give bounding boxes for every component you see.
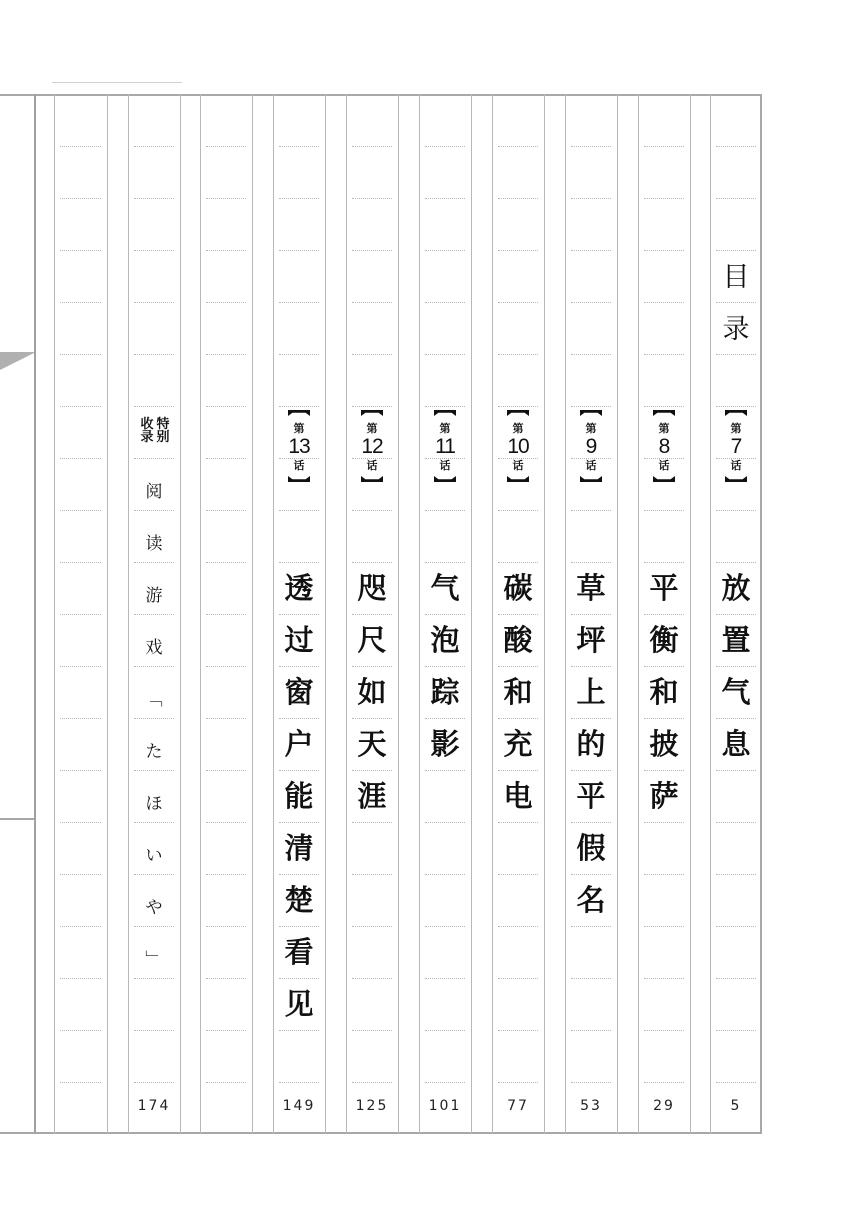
episode-marker: [419, 410, 471, 482]
bracket-open-icon: [361, 410, 383, 416]
grid-dot-row: [60, 406, 101, 407]
grid-dot-row: [206, 198, 246, 199]
grid-column-line: [252, 94, 253, 1134]
special-title-char: た: [145, 742, 163, 762]
chapter-title-char: 放: [721, 571, 751, 605]
chapter-title-char: 充: [503, 727, 533, 761]
episode-marker: [710, 410, 762, 482]
grid-dot-row: [60, 822, 101, 823]
episode-suffix: 话: [293, 459, 305, 472]
chapter-title-char: 涯: [357, 779, 387, 813]
page-number: 149: [282, 1098, 316, 1114]
episode-suffix: 话: [730, 459, 742, 472]
chapter-entry[interactable]: [419, 94, 471, 1134]
chapter-title-char: 萨: [649, 779, 679, 813]
bracket-open-icon: [507, 410, 529, 416]
special-title: [128, 470, 180, 990]
episode-number: 9: [585, 435, 597, 458]
grid-dot-row: [60, 770, 101, 771]
grid-dot-row: [206, 978, 246, 979]
grid-dot-row: [206, 458, 246, 459]
grid-dot-row: [206, 146, 246, 147]
page-edge-mark: [0, 818, 34, 820]
chapter-title: [710, 562, 762, 770]
chapter-entry[interactable]: [638, 94, 690, 1134]
episode-suffix: 话: [585, 459, 597, 472]
chapter-title-char: 看: [284, 935, 314, 969]
episode-prefix: 第: [585, 422, 597, 435]
chapter-title-char: 透: [284, 571, 314, 605]
special-title-char: ﹂: [145, 950, 163, 970]
special-title-char: 游: [145, 586, 163, 606]
episode-number: 11: [435, 435, 455, 458]
grid-dot-row: [206, 874, 246, 875]
chapter-title: [346, 562, 398, 822]
grid-dot-row: [206, 302, 246, 303]
chapter-title-char: 的: [576, 727, 606, 761]
episode-number: 7: [730, 435, 742, 458]
grid-dot-row: [60, 250, 101, 251]
chapter-title-char: 电: [503, 779, 533, 813]
episode-suffix: 话: [512, 459, 524, 472]
episode-marker: [273, 410, 325, 482]
chapter-title-char: 和: [649, 675, 679, 709]
grid-dot-row: [206, 354, 246, 355]
grid-dot-row: [60, 146, 101, 147]
bracket-close-icon: [507, 476, 529, 482]
chapter-title-char: 披: [649, 727, 679, 761]
page-corner-tab: [0, 352, 36, 370]
page-number: 125: [355, 1098, 389, 1114]
special-section[interactable]: [128, 94, 180, 1134]
chapter-title-char: 草: [576, 571, 606, 605]
grid-dot-row: [206, 614, 246, 615]
grid-dot-row: [60, 562, 101, 563]
chapter-title-char: 衡: [649, 623, 679, 657]
chapter-title-char: 泡: [430, 623, 460, 657]
episode-marker: [492, 410, 544, 482]
episode-number: 12: [361, 435, 383, 458]
grid-dot-row: [60, 302, 101, 303]
grid-dot-row: [60, 718, 101, 719]
grid-dot-row: [206, 562, 246, 563]
grid-dot-row: [60, 666, 101, 667]
chapter-title-char: 户: [284, 727, 314, 761]
special-label-line: 特别: [156, 417, 170, 445]
page-number: 174: [137, 1098, 171, 1114]
chapter-title: [273, 562, 325, 1030]
chapter-entry[interactable]: [565, 94, 617, 1134]
episode-prefix: 第: [730, 422, 742, 435]
page-number: 53: [580, 1098, 602, 1114]
episode-number: 10: [507, 435, 529, 458]
chapter-title-char: 踪: [430, 675, 460, 709]
bracket-open-icon: [434, 410, 456, 416]
chapter-title-char: 酸: [503, 623, 533, 657]
grid-dot-row: [60, 198, 101, 199]
special-title-char: 阅: [145, 482, 163, 502]
episode-marker: [565, 410, 617, 482]
grid-dot-row: [206, 510, 246, 511]
grid-dot-row: [60, 354, 101, 355]
grid-dot-row: [60, 1030, 101, 1031]
chapter-title-char: 置: [721, 623, 751, 657]
chapter-title-char: 气: [721, 675, 751, 709]
bracket-close-icon: [288, 476, 310, 482]
chapter-title: [638, 562, 690, 822]
chapter-title: [565, 562, 617, 926]
chapter-title-char: 坪: [576, 623, 606, 657]
grid-dot-row: [60, 874, 101, 875]
grid-column-line: [200, 94, 201, 1134]
grid-dot-row: [206, 666, 246, 667]
chapter-title-char: 影: [430, 727, 460, 761]
grid-dot-row: [206, 1030, 246, 1031]
chapter-title-char: 名: [576, 883, 606, 917]
chapter-entry[interactable]: [710, 94, 762, 1134]
page-number: 77: [507, 1098, 529, 1114]
chapter-title-char: 清: [284, 831, 314, 865]
episode-suffix: 话: [439, 459, 451, 472]
bracket-open-icon: [288, 410, 310, 416]
special-label: [138, 418, 172, 444]
grid-column-line: [34, 94, 36, 1134]
chapter-entry[interactable]: [492, 94, 544, 1134]
page-number: 5: [730, 1098, 742, 1114]
grid-dot-row: [60, 614, 101, 615]
special-title-char: 戏: [145, 638, 163, 658]
grid-dot-row: [206, 1082, 246, 1083]
chapter-entry[interactable]: [346, 94, 398, 1134]
chapter-title-char: 见: [284, 987, 314, 1021]
chapter-title-char: 碳: [503, 571, 533, 605]
episode-prefix: 第: [439, 422, 451, 435]
bracket-close-icon: [653, 476, 675, 482]
chapter-entry[interactable]: [273, 94, 325, 1134]
bracket-open-icon: [580, 410, 602, 416]
bracket-close-icon: [361, 476, 383, 482]
special-title-char: ほ: [145, 794, 163, 814]
grid-dot-row: [206, 250, 246, 251]
episode-prefix: 第: [658, 422, 670, 435]
episode-suffix: 话: [366, 459, 378, 472]
grid-dot-row: [206, 718, 246, 719]
grid-column-line: [617, 94, 618, 1134]
episode-prefix: 第: [293, 422, 305, 435]
episode-suffix: 话: [658, 459, 670, 472]
top-rule: [52, 82, 182, 83]
special-title-char: や: [145, 898, 163, 918]
chapter-title-char: 过: [284, 623, 314, 657]
chapter-title-char: 天: [357, 727, 387, 761]
chapter-title-char: 和: [503, 675, 533, 709]
episode-number: 13: [288, 435, 310, 458]
episode-number: 8: [658, 435, 670, 458]
chapter-title-char: 平: [576, 779, 606, 813]
toc-heading-char: 目: [722, 262, 750, 293]
chapter-title-char: 气: [430, 571, 460, 605]
grid-dot-row: [206, 926, 246, 927]
grid-column-line: [54, 94, 55, 1134]
grid-dot-row: [60, 510, 101, 511]
grid-column-line: [690, 94, 691, 1134]
chapter-title-char: 能: [284, 779, 314, 813]
episode-prefix: 第: [366, 422, 378, 435]
grid-dot-row: [60, 978, 101, 979]
special-title-char: ﹁: [145, 690, 163, 710]
chapter-title: [492, 562, 544, 822]
grid-column-line: [107, 94, 108, 1134]
toc-heading-char: 录: [722, 314, 750, 345]
episode-prefix: 第: [512, 422, 524, 435]
grid-column-line: [544, 94, 545, 1134]
chapter-title-char: 上: [576, 675, 606, 709]
special-label-line: 收录: [140, 417, 154, 445]
grid-dot-row: [60, 458, 101, 459]
grid-column-line: [325, 94, 326, 1134]
grid-dot-row: [60, 926, 101, 927]
grid-dot-row: [60, 1082, 101, 1083]
grid-dot-row: [206, 822, 246, 823]
bracket-open-icon: [653, 410, 675, 416]
grid-column-line: [180, 94, 181, 1134]
chapter-title-char: 息: [721, 727, 751, 761]
bracket-close-icon: [725, 476, 747, 482]
bracket-open-icon: [725, 410, 747, 416]
special-title-char: い: [145, 846, 163, 866]
chapter-title-char: 如: [357, 675, 387, 709]
bracket-close-icon: [580, 476, 602, 482]
page-number: 101: [428, 1098, 462, 1114]
chapter-title: [419, 562, 471, 770]
special-title-char: 读: [145, 534, 163, 554]
episode-marker: [346, 410, 398, 482]
chapter-title-char: 咫: [357, 571, 387, 605]
grid-column-line: [398, 94, 399, 1134]
chapter-title-char: 窗: [284, 675, 314, 709]
chapter-title-char: 楚: [284, 883, 314, 917]
chapter-title-char: 假: [576, 831, 606, 865]
chapter-title-char: 尺: [357, 623, 387, 657]
grid-column-line: [471, 94, 472, 1134]
grid-dot-row: [206, 770, 246, 771]
episode-marker: [638, 410, 690, 482]
grid-dot-row: [206, 406, 246, 407]
chapter-title-char: 平: [649, 571, 679, 605]
page-number: 29: [653, 1098, 675, 1114]
bracket-close-icon: [434, 476, 456, 482]
